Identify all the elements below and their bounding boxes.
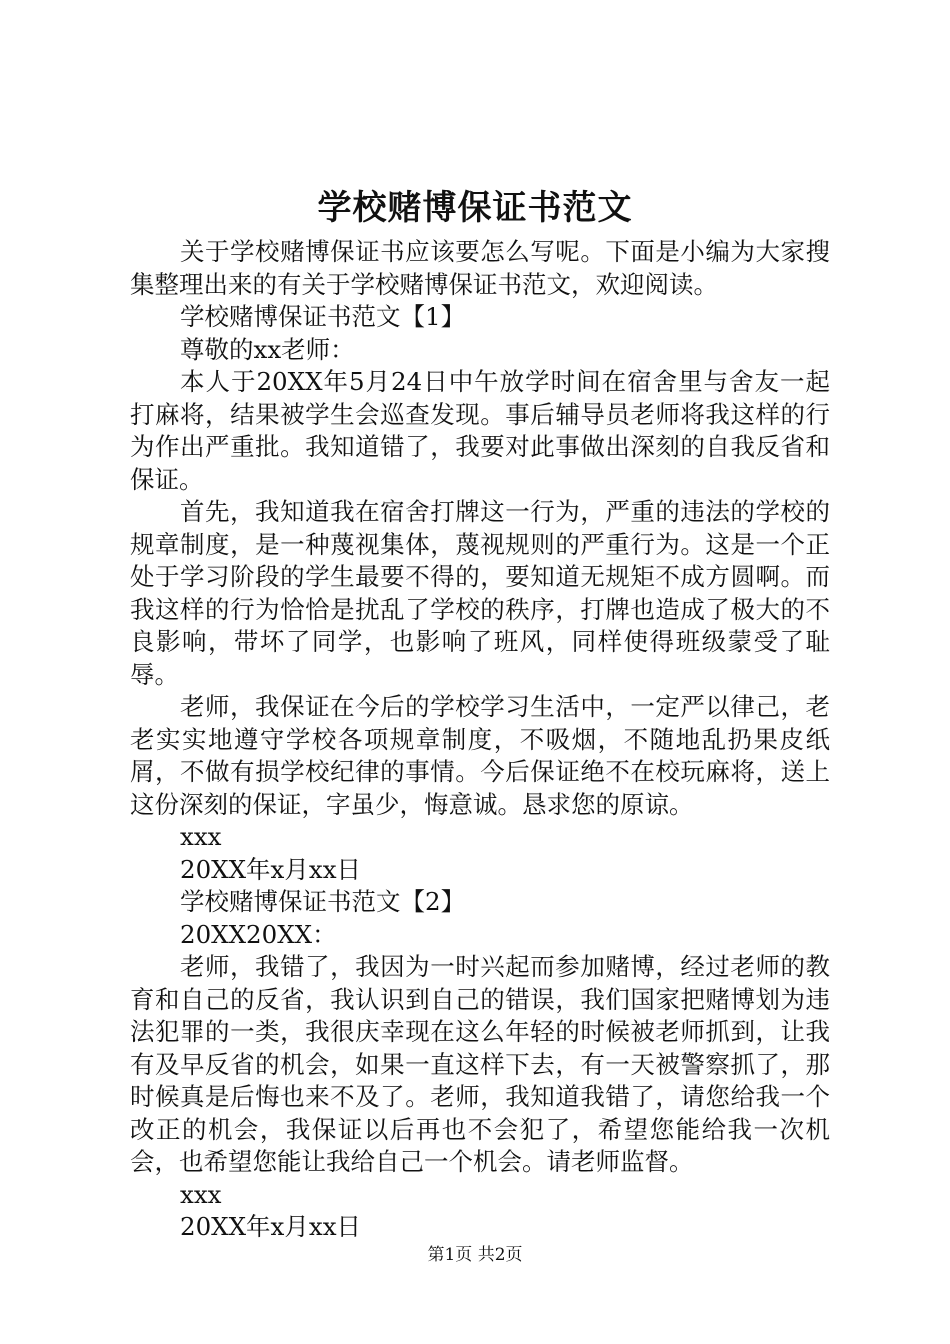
body-paragraph-2: 首先，我知道我在宿舍打牌这一行为，严重的违法的学校的规章制度，是一种蔑视集体，蔑视规则的严重行为。这是一个正处于学习阶段的学生最要不得的，要知道无规矩不成方圆啊。而我这样的行为恰恰是扰乱了学校的秩序，打牌也造成了极大的不良影响，带坏了同学，也影响了班风，同样使得班级蒙受了耻辱。 bbox=[130, 497, 830, 689]
date-2: 20XX年x月xx日 bbox=[180, 1212, 362, 1241]
body-paragraph-3: 老师，我保证在今后的学校学习生活中，一定严以律己，老老实实地遵守学校各项规章制度，不吸烟，不随地乱扔果皮纸屑，不做有损学校纪律的事情。今后保证绝不在校玩麻将，送上这份深刻的保证，字虽少，悔意诚。恳求您的原谅。 bbox=[130, 692, 830, 819]
document-body bbox=[130, 236, 830, 1244]
salutation-1: 尊敬的xx老师： bbox=[180, 334, 355, 364]
body-paragraph-4: 老师，我错了，我因为一时兴起而参加赌博，经过老师的教育和自己的反省，我认识到自己的错误，我们国家把赌博划为违法犯罪的一类，我很庆幸现在这么年轻的时候被老师抓到，让我有及早反省的机会，如果一直这样下去，有一天被警察抓了，那时候真是后悔也来不及了。老师，我知道我错了，请您给我一个改正的机会，我保证以后再也不会犯了，希望您能给我一次机会，也希望您能让我给自己一个机会。请老师监督。 bbox=[130, 952, 830, 1176]
salutation-2: 20XX20XX： bbox=[180, 919, 337, 949]
signature-2: xxx bbox=[180, 1179, 222, 1209]
section-heading-1: 学校赌博保证书范文【1】 bbox=[180, 302, 466, 331]
intro-paragraph: 关于学校赌博保证书应该要怎么写呢。下面是小编为大家搜集整理出来的有关于学校赌博保证书范文，欢迎阅读。 bbox=[130, 237, 830, 299]
document-title: 学校赌博保证书范文 bbox=[317, 188, 633, 228]
page-footer: 第1页 共2页 bbox=[427, 1245, 523, 1265]
section-heading-2: 学校赌博保证书范文【2】 bbox=[180, 887, 466, 916]
signature-1: xxx bbox=[180, 822, 222, 851]
body-paragraph-1: 本人于20XX年5月24日中午放学时间在宿舍里与舍友一起打麻将，结果被学生会巡查发现。事后辅导员老师将我这样的行为作出严重批。我知道错了，我要对此事做出深刻的自我反省和保证。 bbox=[130, 367, 830, 494]
date-1: 20XX年x月xx日 bbox=[180, 854, 362, 884]
